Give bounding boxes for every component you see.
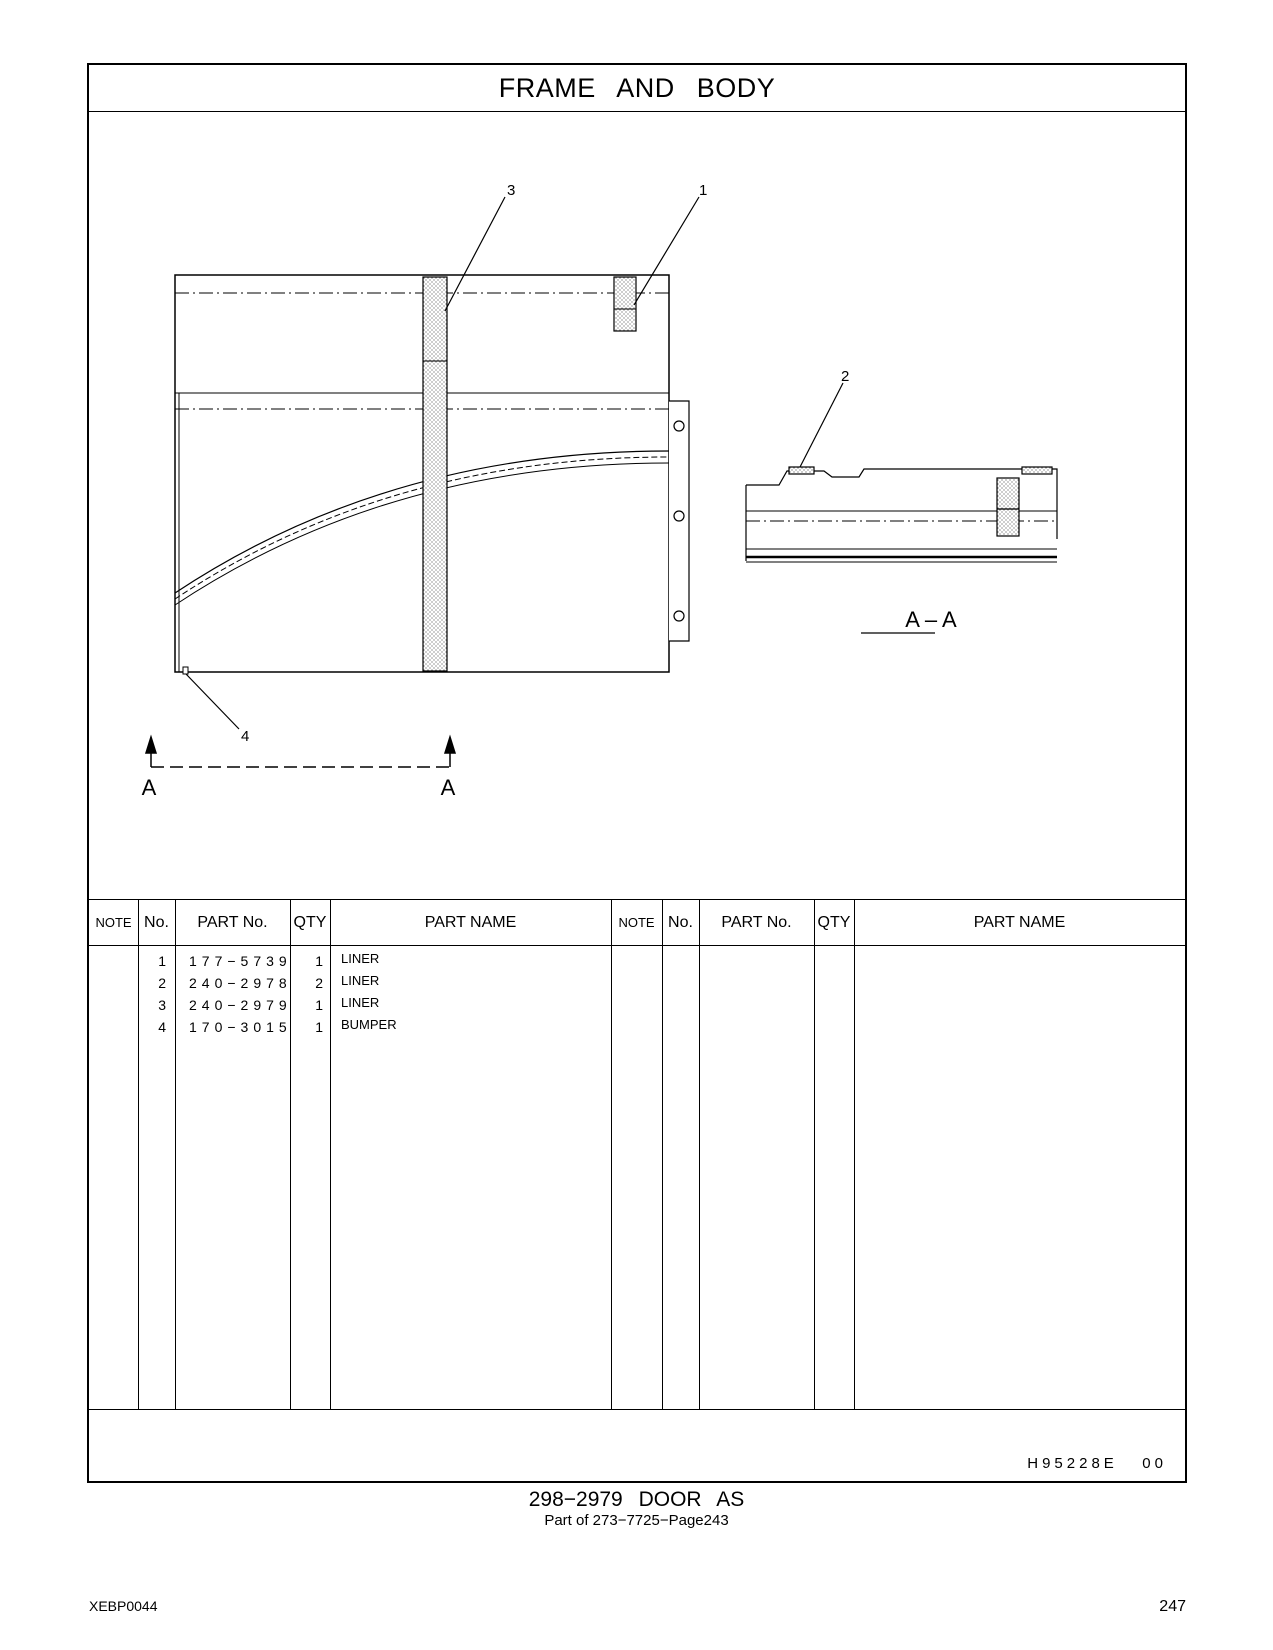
callout-1: 1 — [699, 182, 708, 199]
header-part-no: PART No. — [721, 914, 792, 931]
callout-2: 2 — [841, 368, 850, 385]
parts-table: NOTE No. PART No. QTY PART NAME NOTE No. PART No. QTY PART NAME 1 177−5739 1 LINER 2 240−2978 2 LINER 3 240−2979 1 LINER 4 170−3015 1 BUMPER — [89, 899, 1185, 1410]
header-part-no: PART No. — [197, 914, 268, 931]
section-cut-line — [146, 737, 455, 767]
page-frame — [87, 63, 1187, 1483]
header-note: NOTE — [618, 915, 655, 930]
section-label: A – A — [905, 607, 957, 632]
bumper — [183, 667, 188, 674]
parts-drawing — [89, 111, 1185, 899]
illustration-code: H95228E 00 — [1027, 1455, 1167, 1472]
page-number: 247 — [1159, 1598, 1186, 1615]
section-view — [746, 467, 1057, 562]
header-no: No. — [144, 914, 169, 931]
liner-small — [614, 277, 636, 331]
header-no: No. — [668, 914, 693, 931]
callout-3: 3 — [507, 182, 516, 199]
assembly-title: 298−2979 DOOR AS — [528, 1488, 745, 1511]
document-id: XEBP0044 — [89, 1598, 158, 1614]
callout-4: 4 — [241, 728, 250, 745]
header-part-name: PART NAME — [973, 914, 1066, 931]
hinge-bracket — [669, 401, 689, 641]
header-part-name: PART NAME — [424, 914, 517, 931]
header-note: NOTE — [95, 915, 132, 930]
section-marker-left: A — [141, 775, 157, 800]
liner-strip-vertical — [423, 277, 447, 671]
page-title: FRAME AND BODY — [89, 65, 1185, 112]
header-qty: QTY — [817, 914, 851, 931]
door-panel — [175, 275, 669, 672]
section-marker-right: A — [440, 775, 456, 800]
illustration-info — [89, 1409, 1185, 1482]
assembly-subtitle: Part of 273−7725−Page243 — [544, 1512, 729, 1529]
header-qty: QTY — [293, 914, 327, 931]
